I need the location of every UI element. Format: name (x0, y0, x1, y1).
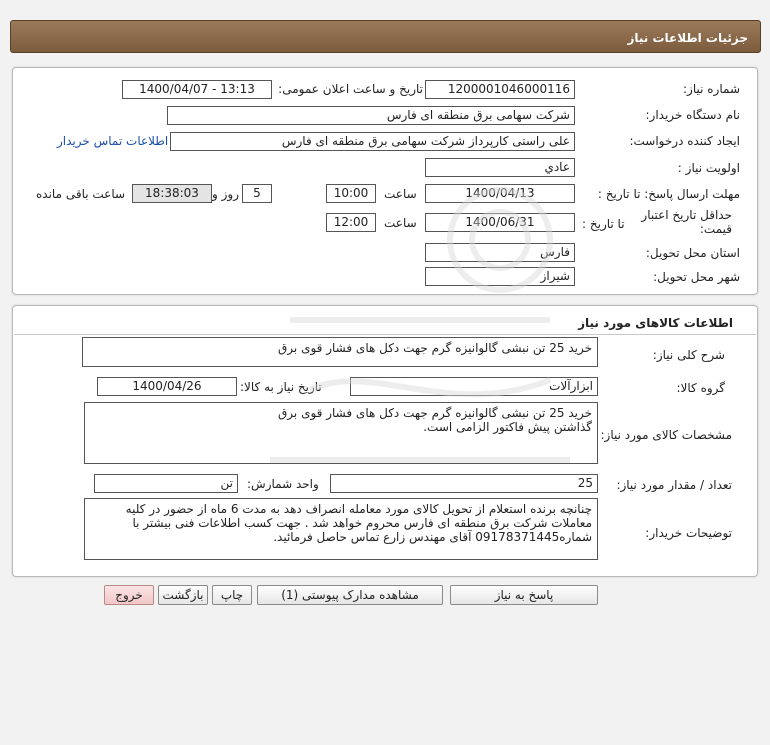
page-title: جزئیات اطلاعات نیاز (627, 31, 748, 45)
print-button[interactable]: چاپ (212, 585, 252, 605)
exit-button[interactable]: خروج (104, 585, 154, 605)
back-button[interactable]: بازگشت (158, 585, 208, 605)
need-number-field: 1200001046000116 (425, 80, 575, 99)
creator-label: ایجاد کننده درخواست: (629, 134, 740, 148)
summary-label: شرح کلی نیاز: (652, 348, 725, 362)
need-details-panel (12, 67, 758, 295)
group-label: گروه کالا: (676, 381, 725, 395)
summary-field: خرید 25 تن نبشی گالوانیزه گرم جهت دکل های فشار قوی برق (82, 337, 598, 367)
group-field: ابزارآلات (350, 377, 598, 396)
specs-line-2: گذاشتن پیش فاکتور الزامی است. (423, 420, 592, 434)
need-number-label: شماره نیاز: (683, 82, 740, 96)
validity-time-field: 12:00 (326, 213, 376, 232)
specs-line-1: خرید 25 تن نبشی گالوانیزه گرم جهت دکل های فشار قوی برق (277, 406, 592, 420)
validity-to-label: تا تاریخ : (582, 217, 625, 231)
page-title-bar (10, 20, 761, 53)
creator-field: علی راستی کارپرداز شرکت سهامی برق منطقه ای فارس (170, 132, 575, 151)
validity-time-label: ساعت (384, 216, 417, 230)
reply-button[interactable]: پاسخ به نیاز (450, 585, 598, 605)
deadline-time-label: ساعت (384, 187, 417, 201)
need-date-field: 1400/04/26 (97, 377, 237, 396)
province-label: استان محل تحویل: (645, 246, 740, 260)
priority-field: عادي (425, 158, 575, 177)
notes-label: توضیحات خریدار: (645, 526, 732, 540)
goods-section-title: اطلاعات کالاهای مورد نیاز (578, 316, 733, 330)
buyer-label: نام دستگاه خریدار: (645, 108, 740, 122)
remaining-time-label: ساعت باقی مانده (36, 187, 126, 201)
attachments-button[interactable]: مشاهده مدارک پیوستی (1) (257, 585, 443, 605)
specs-label: مشخصات کالای مورد نیاز: (600, 428, 732, 442)
remaining-time-field: 18:38:03 (132, 184, 212, 203)
notes-field: چنانچه برنده استعلام از تحویل کالای مورد معامله انصراف دهد به مدت 6 ماه از حضور در کلیه معاملات شرکت برق منطقه ای فارس محروم خواهد شد . جهت کسب اطلاعات فنی بیشتر با شماره09178371445 آقای مهندس زارع تماس حاصل فرمائید. (84, 498, 598, 560)
priority-label: اولویت نیاز : (677, 161, 740, 175)
need-date-label: تاریخ نیاز به کالا: (240, 380, 322, 394)
buyer-contact-link[interactable]: اطلاعات تماس خریدار (57, 134, 169, 148)
qty-field: 25 (330, 474, 598, 493)
section-divider (14, 334, 756, 335)
validity-date-field: 1400/06/31 (425, 213, 575, 232)
deadline-label: مهلت ارسال پاسخ: تا تاریخ : (597, 187, 740, 201)
remaining-days-field: 5 (242, 184, 272, 203)
announce-label: تاریخ و ساعت اعلان عمومی: (278, 82, 423, 96)
province-field: فارس (425, 243, 575, 262)
deadline-time-field: 10:00 (326, 184, 376, 203)
unit-label: واحد شمارش: (247, 477, 319, 491)
city-label: شهر محل تحویل: (653, 270, 740, 284)
announce-field: 1400/04/07 - 13:13 (122, 80, 272, 99)
city-field: شیراز (425, 267, 575, 286)
qty-label: تعداد / مقدار مورد نیاز: (616, 478, 732, 492)
remaining-days-label: روز و (212, 187, 239, 201)
buyer-field: شرکت سهامی برق منطقه ای فارس (167, 106, 575, 125)
min-validity-label: حداقل تاریخ اعتبار قیمت: (641, 208, 732, 236)
unit-field: تن (94, 474, 238, 493)
specs-field (84, 402, 598, 464)
deadline-date-field: 1400/04/13 (425, 184, 575, 203)
